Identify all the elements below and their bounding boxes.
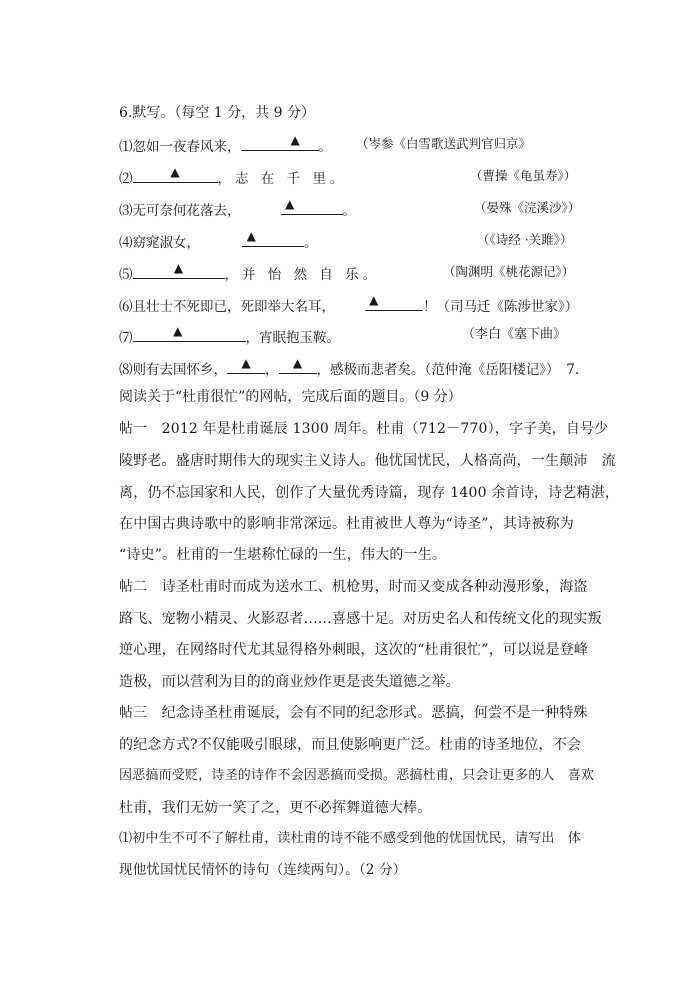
- q6-item-3-source: （晏殊《浣溪沙》）: [474, 200, 581, 215]
- answer-blank[interactable]: [133, 166, 218, 183]
- post-1-line: 帖一 2012 年是杜甫诞辰 1300 周年。杜甫（712－770），字子美，自号少: [119, 421, 609, 437]
- item-text: ，并 怡 然 自 乐。: [224, 267, 381, 283]
- post-1-line: “诗史”。杜甫的一生堪称忙碌的一生，伟大的一生。: [119, 547, 447, 563]
- q7-sub1-line: 现他忧国忧民情怀的诗句（连续两句）。（2 分）: [119, 862, 407, 878]
- item-text: ⑷窈窕淑女，: [119, 235, 200, 251]
- item-text: ⑺: [119, 330, 133, 346]
- item-text: ⑴忽如一夜春风来，: [119, 139, 241, 155]
- q6-item-2-source: （曹操《龟虽寿》）: [470, 168, 577, 183]
- post-2-line: 路飞、宠物小精灵、火影忍者……喜感十足。对历史名人和传统文化的现实叛: [119, 611, 602, 627]
- item-text: ⑻则有去国怀乡，: [119, 362, 227, 378]
- q7-sub1-line: ⑴初中生不可不了解杜甫，读杜甫的诗不能不感受到他的忧国忧民，请写出 体: [119, 831, 582, 846]
- q6-title: 6.默写。（每空 1 分，共 9 分）: [119, 105, 315, 121]
- item-text: ，志 在 千 里。: [217, 171, 348, 187]
- answer-blank[interactable]: [242, 230, 304, 247]
- post-2-line: 帖二 诗圣杜甫时而成为送水工、机枪男，时而又变成各种动漫形象，海盗: [119, 579, 588, 595]
- q6-item-5-source: （陶渊明《桃花源记》）: [443, 264, 575, 279]
- item-text: 。: [342, 203, 356, 219]
- answer-blank[interactable]: [241, 134, 319, 151]
- post-1-line: 在中国古典诗歌中的影响非常深远。杜甫被世人尊为“诗圣”，其诗被称为: [119, 516, 574, 532]
- q6-item-3: [119, 198, 356, 221]
- q6-item-8: [119, 357, 579, 380]
- item-text: ⑶无可奈何花落去，: [119, 203, 241, 219]
- answer-blank[interactable]: [279, 357, 317, 374]
- post-2-line: 造极，而以营利为目的的商业炒作更是丧失道德之举。: [119, 674, 460, 690]
- q6-item-2: [119, 166, 347, 189]
- triangle-marker-icon: ▲: [241, 356, 251, 370]
- q6-item-7-source: （李白《塞下曲》: [462, 327, 567, 342]
- item-text: ⑵: [119, 171, 133, 187]
- q6-item-5: [119, 262, 380, 285]
- triangle-marker-icon: ▲: [173, 324, 183, 338]
- q6-item-4-source: （《诗经 ·关雎》）: [477, 232, 573, 247]
- q6-item-4: [119, 230, 318, 253]
- item-text: ⑸: [119, 267, 133, 283]
- triangle-marker-icon: ▲: [290, 133, 300, 147]
- triangle-marker-icon: ▲: [173, 261, 184, 275]
- answer-blank[interactable]: [227, 357, 265, 374]
- triangle-marker-icon: ▲: [369, 293, 379, 307]
- post-1-line: 离，仍不忘国家和人民，创作了大量优秀诗篇，现存 1400 余首诗，诗艺精湛，: [119, 485, 620, 501]
- item-text: 。: [318, 139, 332, 155]
- q6-item-1: [119, 134, 332, 157]
- answer-blank[interactable]: [281, 198, 343, 215]
- post-3-line: 因恶搞而受贬，诗圣的诗作不会因恶搞而受损。恶搞杜甫，只会让更多的人 喜欢: [119, 768, 595, 783]
- q6-item-7: [119, 325, 340, 348]
- item-text: ！（司马迁《陈涉世家》）: [423, 299, 579, 315]
- post-3-line: 的纪念方式?不仅能吸引眼球，而且使影响更广泛。杜甫的诗圣地位，不会: [119, 737, 582, 753]
- item-text: ，宵眠抱玉鞍。: [245, 330, 340, 346]
- q7-intro: 阅读关于“杜甫很忙”的网帖，完成后面的题目。（9 分）: [119, 389, 462, 405]
- q6-item-6: [119, 294, 578, 317]
- item-text: ，: [265, 362, 279, 378]
- triangle-marker-icon: ▲: [285, 197, 295, 211]
- post-2-line: 逆心理，在网络时代尤其显得格外刺眼，这次的“杜甫很忙”，可以说是登峰: [119, 642, 589, 658]
- answer-blank[interactable]: [133, 262, 225, 279]
- item-text: 。: [304, 235, 318, 251]
- answer-blank[interactable]: [133, 325, 246, 342]
- item-text: ，感极而悲者矣。（范仲淹《岳阳楼记》） 7.: [316, 362, 580, 378]
- post-1-line: 陵野老。盛唐时期伟大的现实主义诗人。他忧国忧民，人格高尚，一生颠沛 流: [119, 453, 616, 469]
- post-3-line: 杜甫，我们无妨一笑了之，更不必挥舞道德大棒。: [119, 800, 432, 816]
- item-text: ⑹且壮士不死即已，死即举大名耳，: [119, 299, 335, 315]
- triangle-marker-icon: ▲: [292, 356, 303, 370]
- post-3-line: 帖三 纪念诗圣杜甫诞辰，会有不同的纪念形式。恶搞，何尝不是一种特殊: [119, 705, 588, 721]
- answer-blank[interactable]: [365, 294, 423, 311]
- q6-item-1-source: （岑参《白雪歌送武判官归京》: [356, 136, 532, 151]
- triangle-marker-icon: ▲: [170, 165, 180, 179]
- triangle-marker-icon: ▲: [246, 229, 256, 243]
